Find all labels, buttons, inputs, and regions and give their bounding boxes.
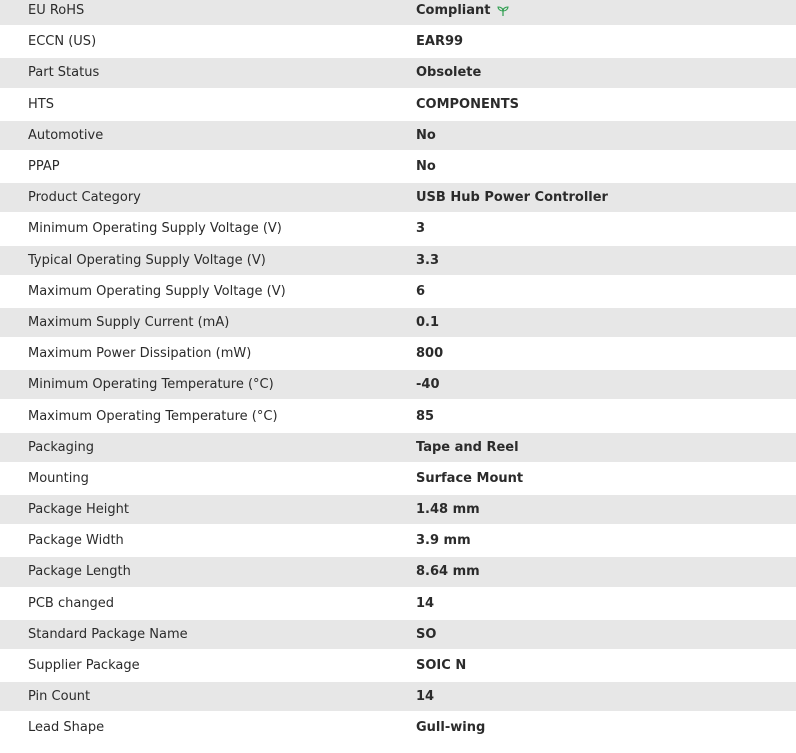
spec-label: Automotive (28, 127, 104, 143)
spec-row-pcb-changed (0, 589, 796, 620)
spec-row-max-supply-voltage (0, 277, 796, 308)
spec-row-eu-rohs (0, 0, 796, 27)
spec-value: COMPONENTS (416, 96, 519, 112)
spec-row-min-supply-voltage (0, 214, 796, 245)
spec-label: Supplier Package (28, 658, 140, 674)
spec-label: Maximum Operating Supply Voltage (V) (28, 283, 286, 299)
spec-label: Maximum Power Dissipation (mW) (28, 346, 252, 362)
spec-label: Package Height (28, 502, 129, 518)
spec-label: EU RoHS (28, 3, 85, 19)
spec-row-max-supply-current (0, 308, 796, 339)
spec-label: Mounting (28, 470, 89, 486)
spec-row-mounting (0, 464, 796, 495)
spec-value: Tape and Reel (416, 439, 519, 455)
spec-label: Standard Package Name (28, 626, 188, 642)
spec-label: PPAP (28, 159, 60, 175)
spec-value: Compliant (416, 3, 491, 19)
spec-label: Package Length (28, 564, 131, 580)
spec-label: Product Category (28, 190, 141, 206)
spec-value: 14 (416, 689, 435, 705)
spec-row-min-operating-temp (0, 370, 796, 401)
spec-label: Maximum Operating Temperature (°C) (28, 408, 278, 424)
spec-value: 3.9 mm (416, 533, 471, 549)
spec-row-pin-count (0, 682, 796, 713)
spec-value: Gull-wing (416, 720, 486, 736)
spec-row-packaging (0, 433, 796, 464)
spec-label: Pin Count (28, 689, 91, 705)
spec-value: -40 (416, 377, 440, 393)
spec-value: SO (416, 626, 437, 642)
spec-value: SOIC N (416, 658, 467, 674)
spec-value: 1.48 mm (416, 502, 480, 518)
spec-value-wrap (416, 3, 796, 18)
spec-row-automotive (0, 121, 796, 152)
spec-value: 0.1 (416, 314, 440, 330)
spec-value: No (416, 127, 436, 143)
spec-value: 800 (416, 346, 444, 362)
spec-row-package-length (0, 557, 796, 588)
spec-value: USB Hub Power Controller (416, 190, 608, 206)
spec-row-standard-package-name (0, 620, 796, 651)
spec-row-max-power-dissipation (0, 339, 796, 370)
spec-label: HTS (28, 96, 54, 112)
spec-label: Typical Operating Supply Voltage (V) (28, 252, 266, 268)
spec-label: Package Width (28, 533, 124, 549)
spec-value: Surface Mount (416, 470, 524, 486)
spec-value: 14 (416, 595, 435, 611)
spec-label: Lead Shape (28, 720, 105, 736)
spec-value: 85 (416, 408, 435, 424)
spec-label: PCB changed (28, 595, 115, 611)
spec-label: ECCN (US) (28, 34, 97, 50)
spec-label: Minimum Operating Temperature (°C) (28, 377, 274, 393)
spec-label: Maximum Supply Current (mA) (28, 314, 230, 330)
spec-row-package-width (0, 526, 796, 557)
leaf-icon (496, 4, 510, 18)
spec-value: Obsolete (416, 65, 482, 81)
spec-row-ppap (0, 152, 796, 183)
spec-value: 6 (416, 283, 426, 299)
spec-value: EAR99 (416, 34, 464, 50)
spec-row-hts (0, 90, 796, 121)
spec-label: Packaging (28, 439, 94, 455)
spec-value: No (416, 159, 436, 175)
spec-row-eccn (0, 27, 796, 58)
spec-row-typ-supply-voltage (0, 246, 796, 277)
spec-row-supplier-package (0, 651, 796, 682)
spec-row-product-category (0, 183, 796, 214)
spec-row-max-operating-temp (0, 401, 796, 432)
spec-label: Minimum Operating Supply Voltage (V) (28, 221, 282, 237)
spec-row-part-status (0, 58, 796, 89)
spec-value: 8.64 mm (416, 564, 480, 580)
spec-label: Part Status (28, 65, 100, 81)
spec-value: 3 (416, 221, 426, 237)
spec-row-lead-shape (0, 713, 796, 744)
spec-value: 3.3 (416, 252, 440, 268)
spec-row-package-height (0, 495, 796, 526)
